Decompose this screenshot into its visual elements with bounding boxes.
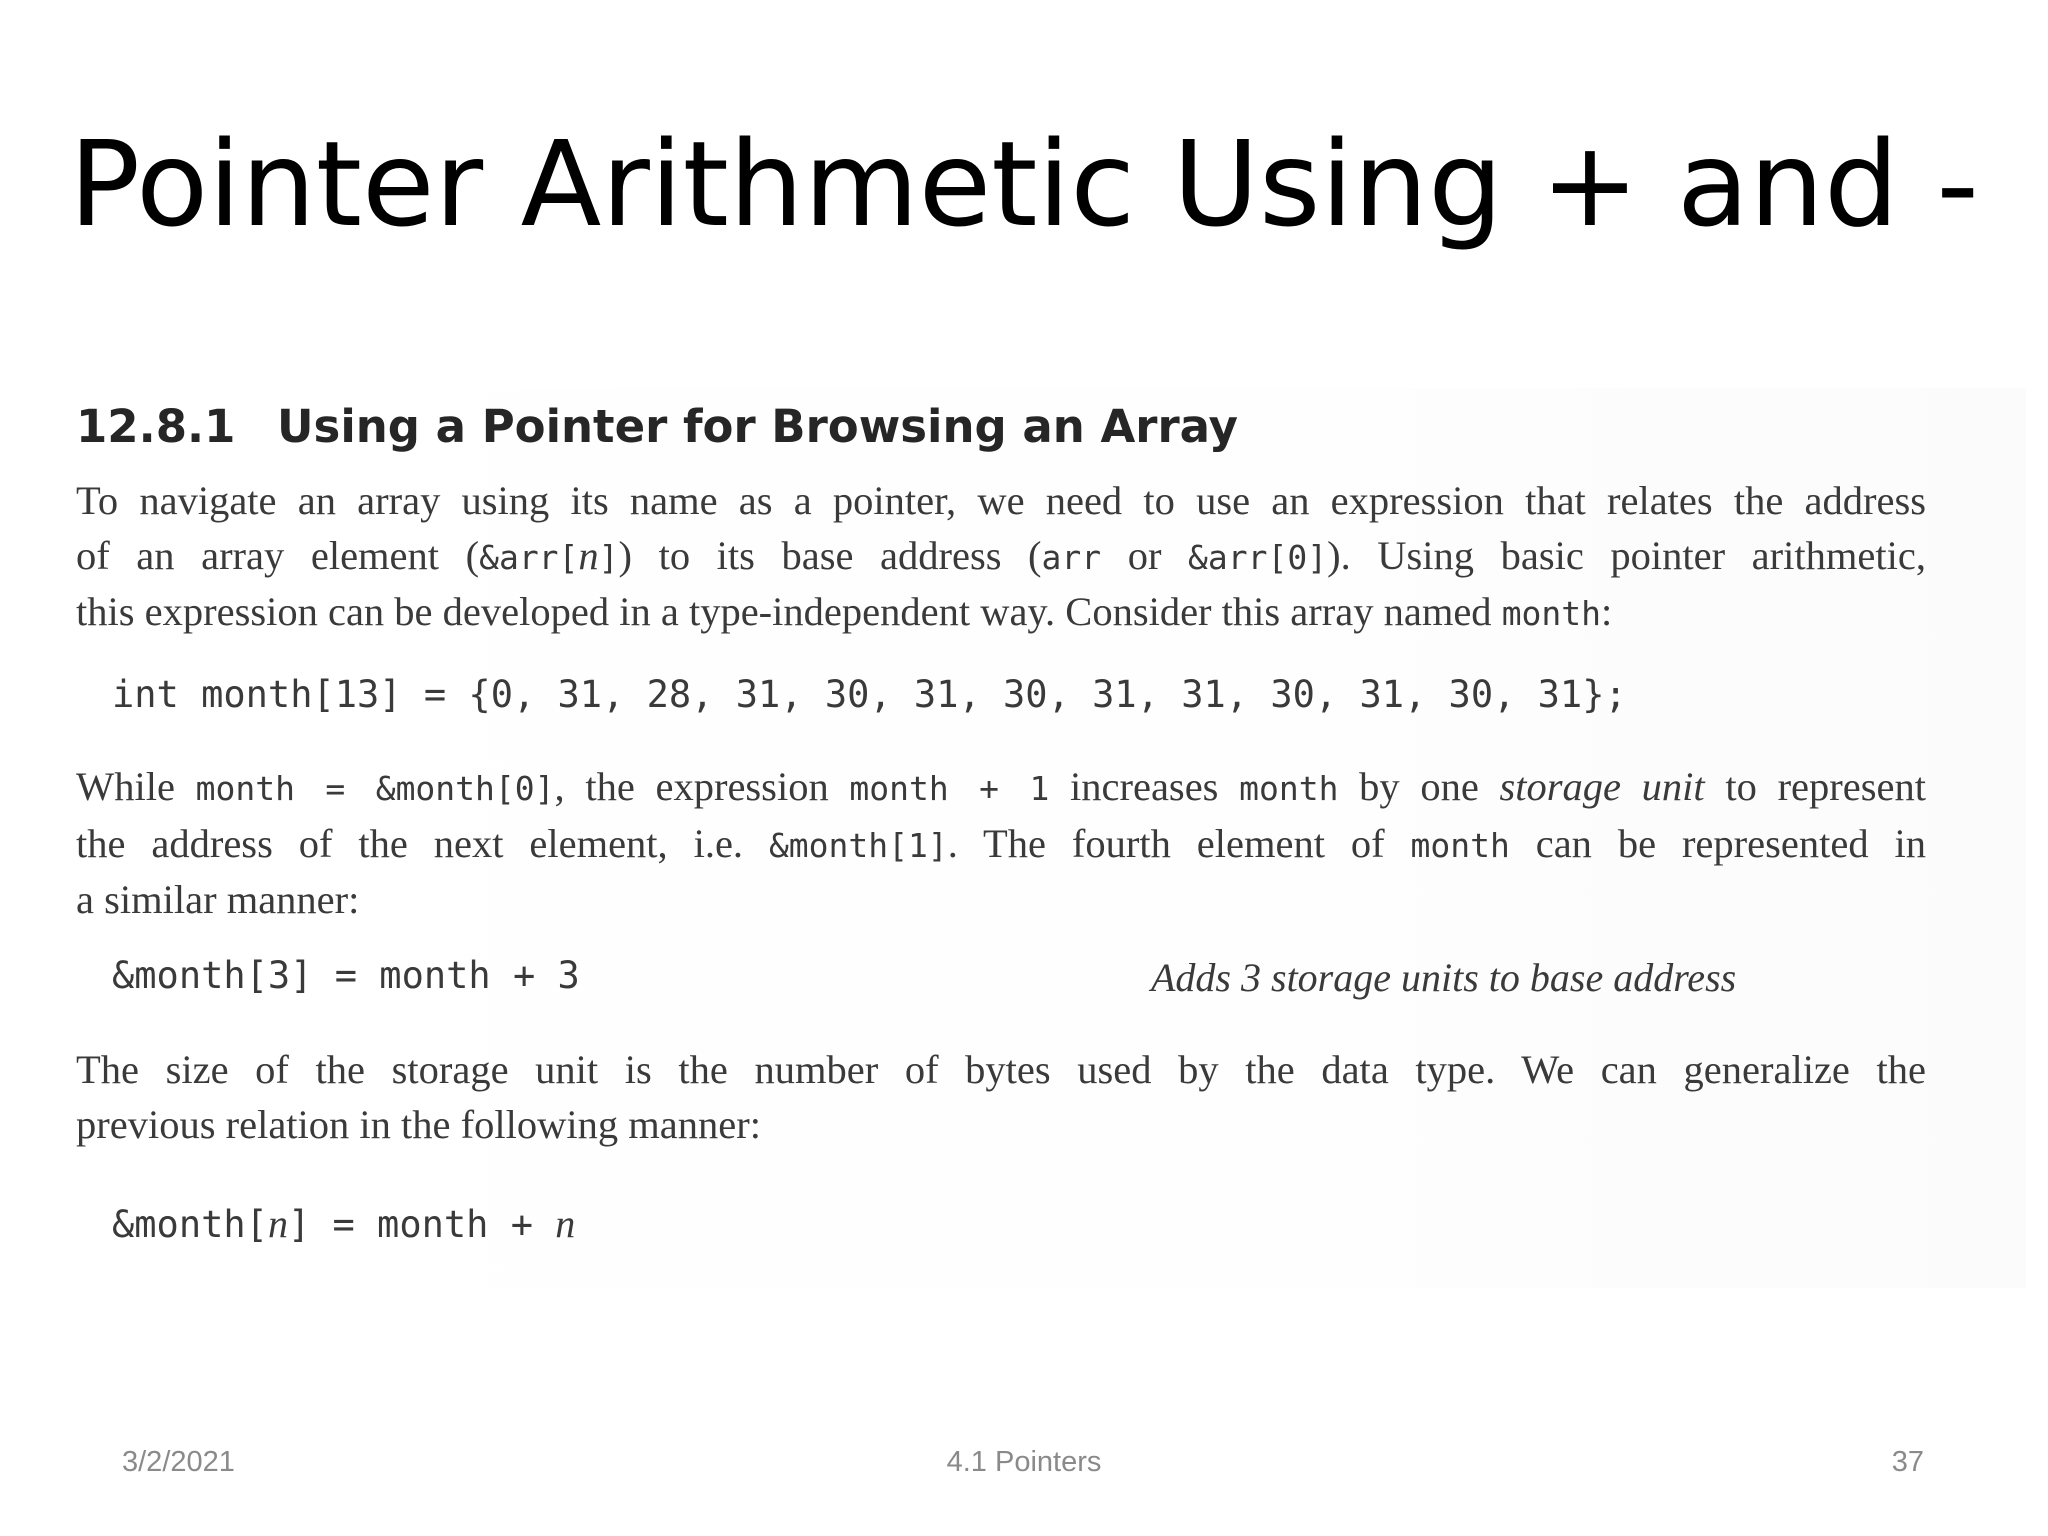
text-run: . The fourth element of: [947, 820, 1411, 866]
code-run: ]: [598, 537, 619, 577]
text-run: or: [1101, 532, 1189, 578]
paragraph-line: To navigate an array using its name as a pointer, we need to use an expression that relates the address: [76, 478, 1926, 523]
code-run: month + 1: [849, 769, 1050, 808]
code-run: arr: [1041, 537, 1102, 577]
paragraph-line: [76, 760, 1926, 817]
text-run: to represent: [1704, 764, 1926, 809]
code-run: month: [1239, 769, 1339, 808]
code-run: ] = month +: [287, 1203, 556, 1246]
paragraph-line: previous relation in the following manner:: [76, 1101, 761, 1147]
text-run: the address of the next element, i.e.: [76, 820, 769, 866]
section-number: 12.8.1: [76, 400, 236, 453]
footer-page-number: 37: [1891, 1446, 1924, 1478]
text-run: :: [1601, 589, 1613, 634]
italic-run: n: [578, 532, 599, 578]
text-run: can be represented in: [1509, 820, 1926, 866]
code-array-declaration: int month[13] = {0, 31, 28, 31, 30, 31, 30, 31, 31, 30, 31, 30, 31};: [112, 673, 1627, 716]
code-fourth-element: &month[3] = month + 3: [112, 954, 580, 997]
code-run: &arr[: [479, 537, 579, 577]
paragraph-storage-unit: [76, 760, 1926, 928]
paragraph-generalize: [76, 1043, 1926, 1152]
code-run: &month[1]: [768, 825, 948, 865]
section-heading: [76, 400, 1238, 453]
paragraph-line: The size of the storage unit is the number of bytes used by the data type. We can generalize the: [76, 1047, 1926, 1092]
paragraph-line: [76, 585, 1926, 642]
section-heading-text: Using a Pointer for Browsing an Array: [277, 400, 1238, 453]
book-excerpt-image: [76, 388, 2026, 1288]
paragraph-line: [76, 529, 1926, 586]
italic-run: n: [555, 1201, 576, 1246]
text-run: , the expression: [554, 764, 850, 809]
code-run: month = &month[0]: [195, 769, 555, 808]
code-run: &arr[0]: [1188, 537, 1328, 577]
code-general-relation: [112, 1200, 575, 1247]
footer-title: 4.1 Pointers: [946, 1446, 1102, 1478]
code-run: month: [1410, 825, 1510, 865]
text-run: ) to its base address (: [618, 532, 1042, 578]
code-run: &month[: [112, 1203, 268, 1246]
footer-date: 3/2/2021: [122, 1446, 235, 1478]
paragraph-intro: [76, 474, 1926, 642]
text-run: increases: [1049, 764, 1240, 809]
text-run: by one: [1338, 764, 1500, 809]
text-run: of an array element (: [76, 532, 480, 578]
text-run: While: [76, 764, 196, 809]
italic-run: storage unit: [1499, 764, 1705, 809]
paragraph-line: [76, 817, 1926, 874]
slide-title: Pointer Arithmetic Using + and -: [69, 115, 1979, 253]
italic-run: n: [267, 1201, 288, 1246]
code-comment: Adds 3 storage units to base address: [1151, 955, 1737, 1000]
paragraph-line: a similar manner:: [76, 877, 360, 922]
text-run: ). Using basic pointer arithmetic,: [1327, 532, 1926, 578]
code-run: month: [1501, 594, 1602, 633]
text-run: this expression can be developed in a type-independent way. Consider this array named: [76, 589, 1502, 634]
